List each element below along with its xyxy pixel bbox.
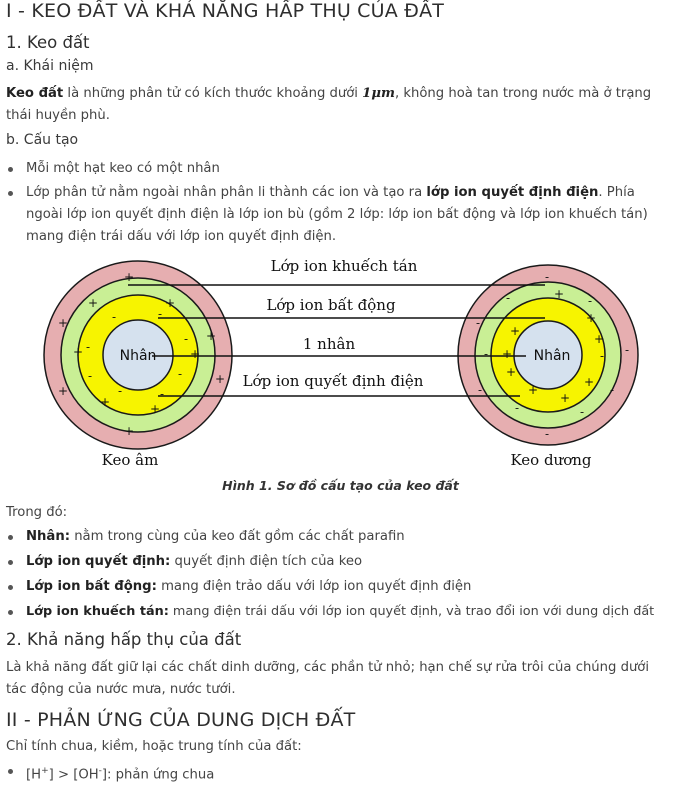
svg-text:+: + (584, 375, 595, 389)
subsection-keo-dat: 1. Keo đất (6, 33, 90, 52)
svg-text:-: - (178, 367, 183, 381)
colloid-structure-diagram (0, 250, 681, 475)
where-intro: Trong đó: (6, 505, 68, 520)
label-diffuse-layer: Lớp ion khuếch tán (270, 257, 418, 275)
label-negative-colloid: Keo âm (101, 451, 159, 469)
subsection-absorption: 2. Khả năng hấp thụ của đất (6, 630, 242, 649)
definition-text-end: , không hoà tan trong nước mà ở trạng thái huyền phù. (6, 86, 652, 123)
definition-unit: 1μm (362, 86, 395, 101)
list-item: Lớp ion khuếch tán: mang điện trái dấu với lớp ion quyết định, và trao đổi ion với dung dịch đất (6, 601, 670, 623)
svg-text:-: - (118, 384, 123, 398)
svg-text:+: + (215, 372, 226, 386)
svg-text:-: - (476, 316, 481, 330)
negative-colloid (44, 261, 232, 449)
bullet-icon (8, 535, 13, 540)
list-item: Lớp phân tử nằm ngoài nhân phân li thành các ion và tạo ra lớp ion quyết định điện. Phía ngoài lớp ion quyết định điện là lớp ion bù (gồm 2 lớp: lớp ion bất động và lớp ion khuếch tán) mang điện trái dấu với lớp ion quyết định điện. (6, 182, 670, 248)
svg-text:+: + (510, 324, 521, 338)
core-label-right: Nhân (533, 348, 571, 364)
bullet-icon (8, 610, 13, 615)
list-item: Lớp ion quyết định: quyết định điện tích của keo (6, 551, 670, 573)
svg-text:+: + (124, 424, 135, 438)
absorption-paragraph: Là khả năng đất giữ lại các chất dinh dưỡng, các phần tử nhỏ; hạn chế sự rửa trôi của chúng dưới tác động của nước mưa, nước tưới. (6, 660, 650, 697)
svg-text:-: - (610, 383, 615, 397)
label-positive-colloid: Keo dương (510, 451, 592, 469)
list-item: Nhân: nằm trong cùng của keo đất gồm các chất parafin (6, 526, 670, 548)
bullet-icon (8, 191, 13, 196)
list-item: [H+] > [OH-]: phản ứng chua (6, 760, 670, 786)
svg-text:+: + (560, 391, 571, 405)
label-determining-layer: Lớp ion quyết định điện (242, 372, 424, 390)
svg-text:-: - (158, 307, 163, 321)
list-item: Mỗi một hạt keo có một nhân (6, 158, 670, 180)
definition-text: là những phân tử có kích thước khoảng dưới (63, 86, 363, 101)
svg-text:-: - (184, 332, 189, 346)
svg-text:+: + (528, 383, 539, 397)
svg-text:-: - (86, 340, 91, 354)
svg-text:+: + (58, 384, 69, 398)
svg-text:+: + (73, 345, 84, 359)
svg-text:-: - (600, 349, 605, 363)
svg-text:+: + (502, 347, 513, 361)
svg-text:+: + (206, 329, 217, 343)
bullet-icon (8, 560, 13, 565)
svg-text:-: - (580, 405, 585, 419)
definition-term: Keo đất (6, 86, 64, 101)
svg-text:-: - (484, 347, 489, 361)
subsection-khai-niem: a. Khái niệm (6, 58, 94, 74)
svg-text:+: + (586, 311, 597, 325)
svg-text:+: + (165, 296, 176, 310)
section-2-title: II - PHẢN ỨNG CỦA DUNG DỊCH ĐẤT (6, 709, 356, 731)
svg-text:-: - (625, 343, 630, 357)
svg-text:+: + (58, 316, 69, 330)
svg-text:-: - (545, 427, 550, 441)
svg-text:+: + (190, 347, 201, 361)
svg-text:-: - (588, 294, 593, 308)
subsection-cau-tao: b. Cấu tạo (6, 132, 79, 148)
list-item: Lớp ion bất động: mang điện trảo dấu với lớp ion quyết định điện (6, 576, 670, 598)
section-1-title: I - KEO ĐẤT VÀ KHẢ NĂNG HẤP THỤ CỦA ĐẤT (6, 0, 445, 22)
definition-paragraph (6, 83, 670, 127)
svg-text:-: - (478, 383, 483, 397)
svg-text:-: - (545, 270, 550, 284)
svg-text:-: - (160, 387, 165, 401)
positive-colloid (458, 265, 638, 445)
section-2-text: Chỉ tính chua, kiềm, hoặc trung tính của đất: (6, 739, 302, 754)
svg-text:-: - (506, 291, 511, 305)
svg-text:+: + (88, 296, 99, 310)
svg-text:+: + (100, 395, 111, 409)
svg-text:+: + (594, 332, 605, 346)
svg-text:-: - (112, 310, 117, 324)
svg-text:+: + (150, 402, 161, 416)
label-fixed-layer: Lớp ion bất động (266, 296, 396, 314)
svg-text:-: - (88, 369, 93, 383)
svg-text:-: - (515, 401, 520, 415)
label-core: 1 nhân (302, 335, 356, 353)
svg-text:+: + (554, 287, 565, 301)
figure-caption: Hình 1. Sơ đồ cấu tạo của keo đất (222, 478, 459, 493)
svg-text:+: + (124, 270, 135, 284)
svg-text:+: + (506, 365, 517, 379)
bullet-icon (8, 585, 13, 590)
core-label-left: Nhân (119, 348, 157, 364)
bullet-icon (8, 769, 13, 774)
bullet-icon (8, 167, 13, 172)
